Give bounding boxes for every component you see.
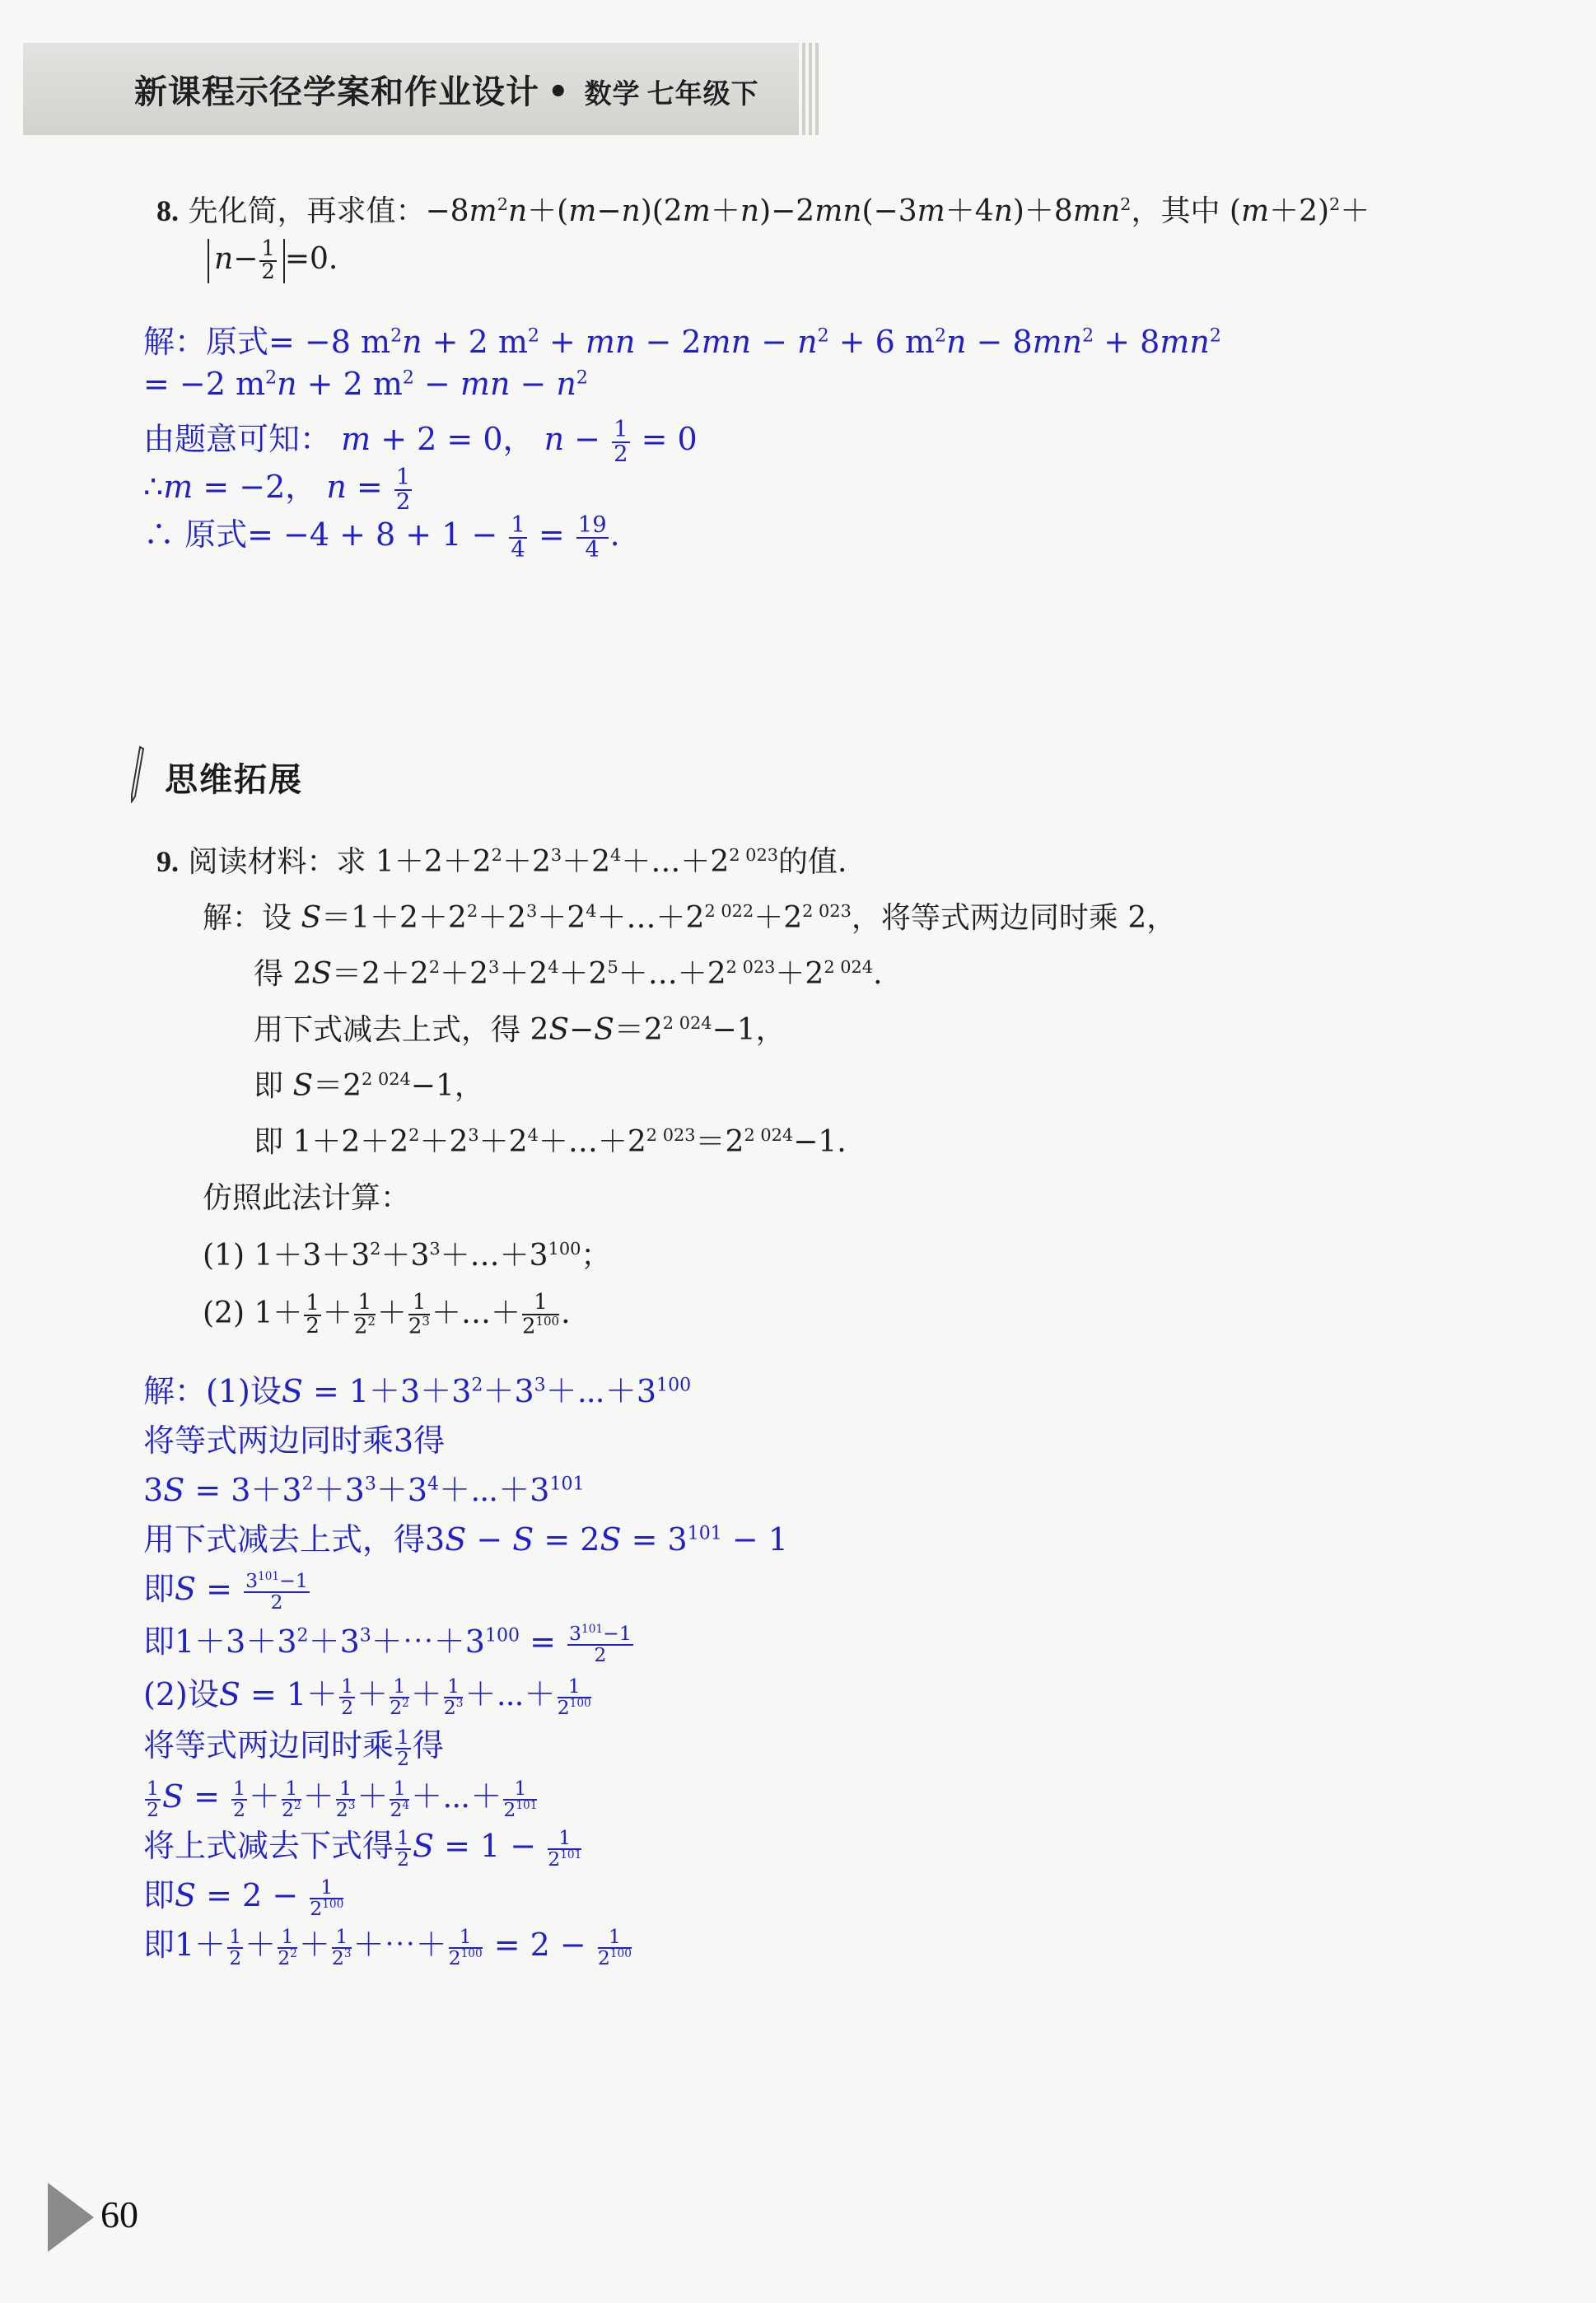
fraction: $\frac{1}{2}$ <box>397 1825 409 1871</box>
question-suffix: 的值. <box>778 845 847 879</box>
fraction: $\frac{1}{2^{101}}$ <box>548 1825 582 1871</box>
question-8-line2 <box>208 236 338 284</box>
fraction: $\frac{1}{2^2}$ <box>390 1674 409 1719</box>
fraction: $\frac{1}{2}$ <box>261 236 275 284</box>
answer-9-line11: 即S = 2 − $\frac{1}{2^{100}}$ <box>143 1875 344 1920</box>
fraction: $\frac{1}{2}$ <box>233 1776 246 1821</box>
fraction: $\frac{1}{2^3}$ <box>335 1776 356 1821</box>
book-title <box>134 66 759 113</box>
fraction: $\frac{1}{2^2}$ <box>282 1776 301 1821</box>
answer-9-line1: 解：(1)设$S = 1+3+3^2+3^3+\cdots+3^{100}$ <box>143 1373 692 1409</box>
fraction: $\frac{1}{2^{100}}$ <box>310 1875 344 1920</box>
question-number: 9. <box>156 845 179 878</box>
answer-text: 由题意可知： <box>143 421 332 457</box>
answer-9-line7: (2)设S = 1＋ $\frac{1}{2}$ ＋ $\frac{1}{2^2}$ ＋ $\frac{1}{2^3}$ ＋⋯＋ $\frac{1}{2^{100}}$ <box>143 1674 591 1719</box>
absolute-value: n− $\frac{1}{2}$ <box>208 239 285 283</box>
fraction: $\frac{1}{2^2}$ <box>353 1290 376 1339</box>
fraction: $\frac{1}{2^3}$ <box>408 1290 430 1339</box>
fraction: $\frac{1}{2}$ <box>306 1291 320 1338</box>
subject-label: 数学 <box>584 77 641 110</box>
fraction: $\frac{1}{4}$ <box>511 512 525 563</box>
question-9-line1: 9. 阅读材料：求 $1+2+2^2+2^3+2^4+\dots+2^{2 023}$的值. <box>156 845 847 879</box>
fraction: $\frac{3^{101}-1}{2}$ <box>569 1621 632 1666</box>
page-header <box>23 43 799 135</box>
answer-9-line12: 即1＋ $\frac{1}{2}$ ＋ $\frac{1}{2^2}$ ＋ $\frac{1}{2^3}$ ＋⋯＋ $\frac{1}{2^{100}}$ = 2 − $\frac{1}{2^{100}}$ <box>143 1924 632 1969</box>
fraction: $\frac{1}{2^3}$ <box>331 1924 352 1969</box>
pencil-icon <box>130 745 145 803</box>
page-arrow-icon <box>48 2183 94 2252</box>
page-number: 60 <box>100 2193 138 2235</box>
question-prompt: 阅读材料：求 <box>188 845 366 879</box>
answer-8-line4: ∴m = −2， n = $\frac{1}{2}$ <box>143 465 411 515</box>
material-line1: 解：设 $S=1+2+2^2+2^3+2^4+\dots+2^{2 022}+2^{2 023}$，将等式两边同时乘 2， <box>203 901 1177 935</box>
fraction: $\frac{1}{2^4}$ <box>390 1776 410 1821</box>
question-8-line1 <box>156 188 1370 230</box>
subquestion-1: (1) $1+3+3^2+3^3+\dots+3^{100}$； <box>203 1239 611 1273</box>
fraction: $\frac{1}{2^2}$ <box>278 1924 297 1969</box>
material-line2: 得 $2S=2+2^2+2^3+2^4+2^5+\dots+2^{2 023}+2^{2 024}$. <box>254 957 883 991</box>
answer-9-line5: 即S = $\frac{3^{101}-1}{2}$ <box>143 1568 308 1614</box>
question-prompt: 先化简，再求值： <box>188 194 426 228</box>
answer-9-line4: 用下式减去上式，得$3S - S = 2S = 3^{101} - 1$ <box>143 1521 788 1558</box>
subquestion-2: (2) 1＋ $\frac{1}{2}$ ＋ $\frac{1}{2^2}$ ＋ $\frac{1}{2^3}$ ＋…＋ $\frac{1}{2^{100}}$ . <box>203 1290 571 1339</box>
header-dot: • <box>548 73 570 111</box>
question-expression: $-8m^2n+(m-n)(2m+n)-2mn(-3m+4n)+8mn^2$，其中 $(m+2)^2+$ <box>425 194 1370 228</box>
answer-9-line9: $\frac{1}{2}$ S = $\frac{1}{2}$ ＋ $\frac{1}{2^2}$ ＋ $\frac{1}{2^3}$ ＋ $\frac{1}{2^4}$ ＋⋯＋ $\frac{1}{2^{101}}$ <box>147 1776 538 1821</box>
fraction: $\frac{1}{2}$ <box>614 417 628 467</box>
fraction: $\frac{1}{2}$ <box>147 1776 159 1821</box>
fraction: $\frac{3^{101}-1}{2}$ <box>245 1568 308 1614</box>
fraction: $\frac{1}{2^{100}}$ <box>557 1674 591 1719</box>
fraction: $\frac{1}{2}$ <box>229 1924 242 1969</box>
fraction: $\frac{1}{2^{100}}$ <box>521 1290 560 1339</box>
grade-label: 七年级下 <box>646 77 759 110</box>
answer-9-line8: 将等式两边同时乘 $\frac{1}{2}$ 得 <box>143 1725 445 1770</box>
book-title-text: 新课程示径学案和作业设计 <box>134 73 539 111</box>
material-line4: 即 $S=2^{2 024}-1$， <box>254 1069 484 1103</box>
answer-8-line1: 解：原式= −8 $m^2n + 2$ $m^2$ + mn − $2mn - n^2 + 6$ $m^2n - 8mn^2 + 8mn^2$ <box>143 324 1221 360</box>
section-title: 思维拓展 <box>165 761 303 799</box>
material-line5: 即 $1+2+2^2+2^3+2^4+\dots+2^{2 023}=2^{2 024}-1$. <box>254 1125 847 1159</box>
fraction: $\frac{1}{2^3}$ <box>443 1674 464 1719</box>
answer-9-line6: 即$1+3+3^2+3^3+\cdots+3^{100}$ = $\frac{3^{101}-1}{2}$ <box>143 1621 632 1666</box>
fraction: $\frac{1}{2}$ <box>341 1674 354 1719</box>
answer-9-line2: 将等式两边同时乘3得 <box>143 1422 446 1459</box>
fraction: $\frac{1}{2^{100}}$ <box>448 1924 483 1969</box>
answer-8-line2: = −2 $m^2n + 2$ $m^2$ − mn − $n^2$ <box>143 366 588 402</box>
method-label: 仿照此法计算： <box>203 1181 411 1215</box>
fraction: $\frac{1}{2^{100}}$ <box>597 1924 632 1969</box>
fraction: $\frac{1}{2}$ <box>395 465 411 515</box>
fraction: $\frac{19}{4}$ <box>577 512 607 563</box>
material-line3: 用下式减去上式，得 $2S-S=2^{2 024}-1$， <box>254 1013 786 1047</box>
answer-9-line3: $3S = 3+3^2+3^3+3^4+\cdots+3^{101}$ <box>143 1472 585 1508</box>
answer-9-line10: 将上式减去下式得 $\frac{1}{2}$ S = 1 − $\frac{1}{2^{101}}$ <box>143 1825 582 1871</box>
answer-8-line3: 由题意可知： m + 2 = 0， n − $\frac{1}{2}$ = 0 <box>143 417 698 467</box>
answer-8-line5: ∴ 原式= −4 + 8 + 1 − $\frac{1}{4}$ = $\frac{19}{4}$ . <box>143 512 620 563</box>
fraction: $\frac{1}{2}$ <box>397 1725 409 1770</box>
header-decoration <box>802 43 822 135</box>
fraction: $\frac{1}{2^{101}}$ <box>503 1776 538 1821</box>
question-number: 8. <box>156 194 179 227</box>
question-condition: =0. <box>284 241 338 276</box>
